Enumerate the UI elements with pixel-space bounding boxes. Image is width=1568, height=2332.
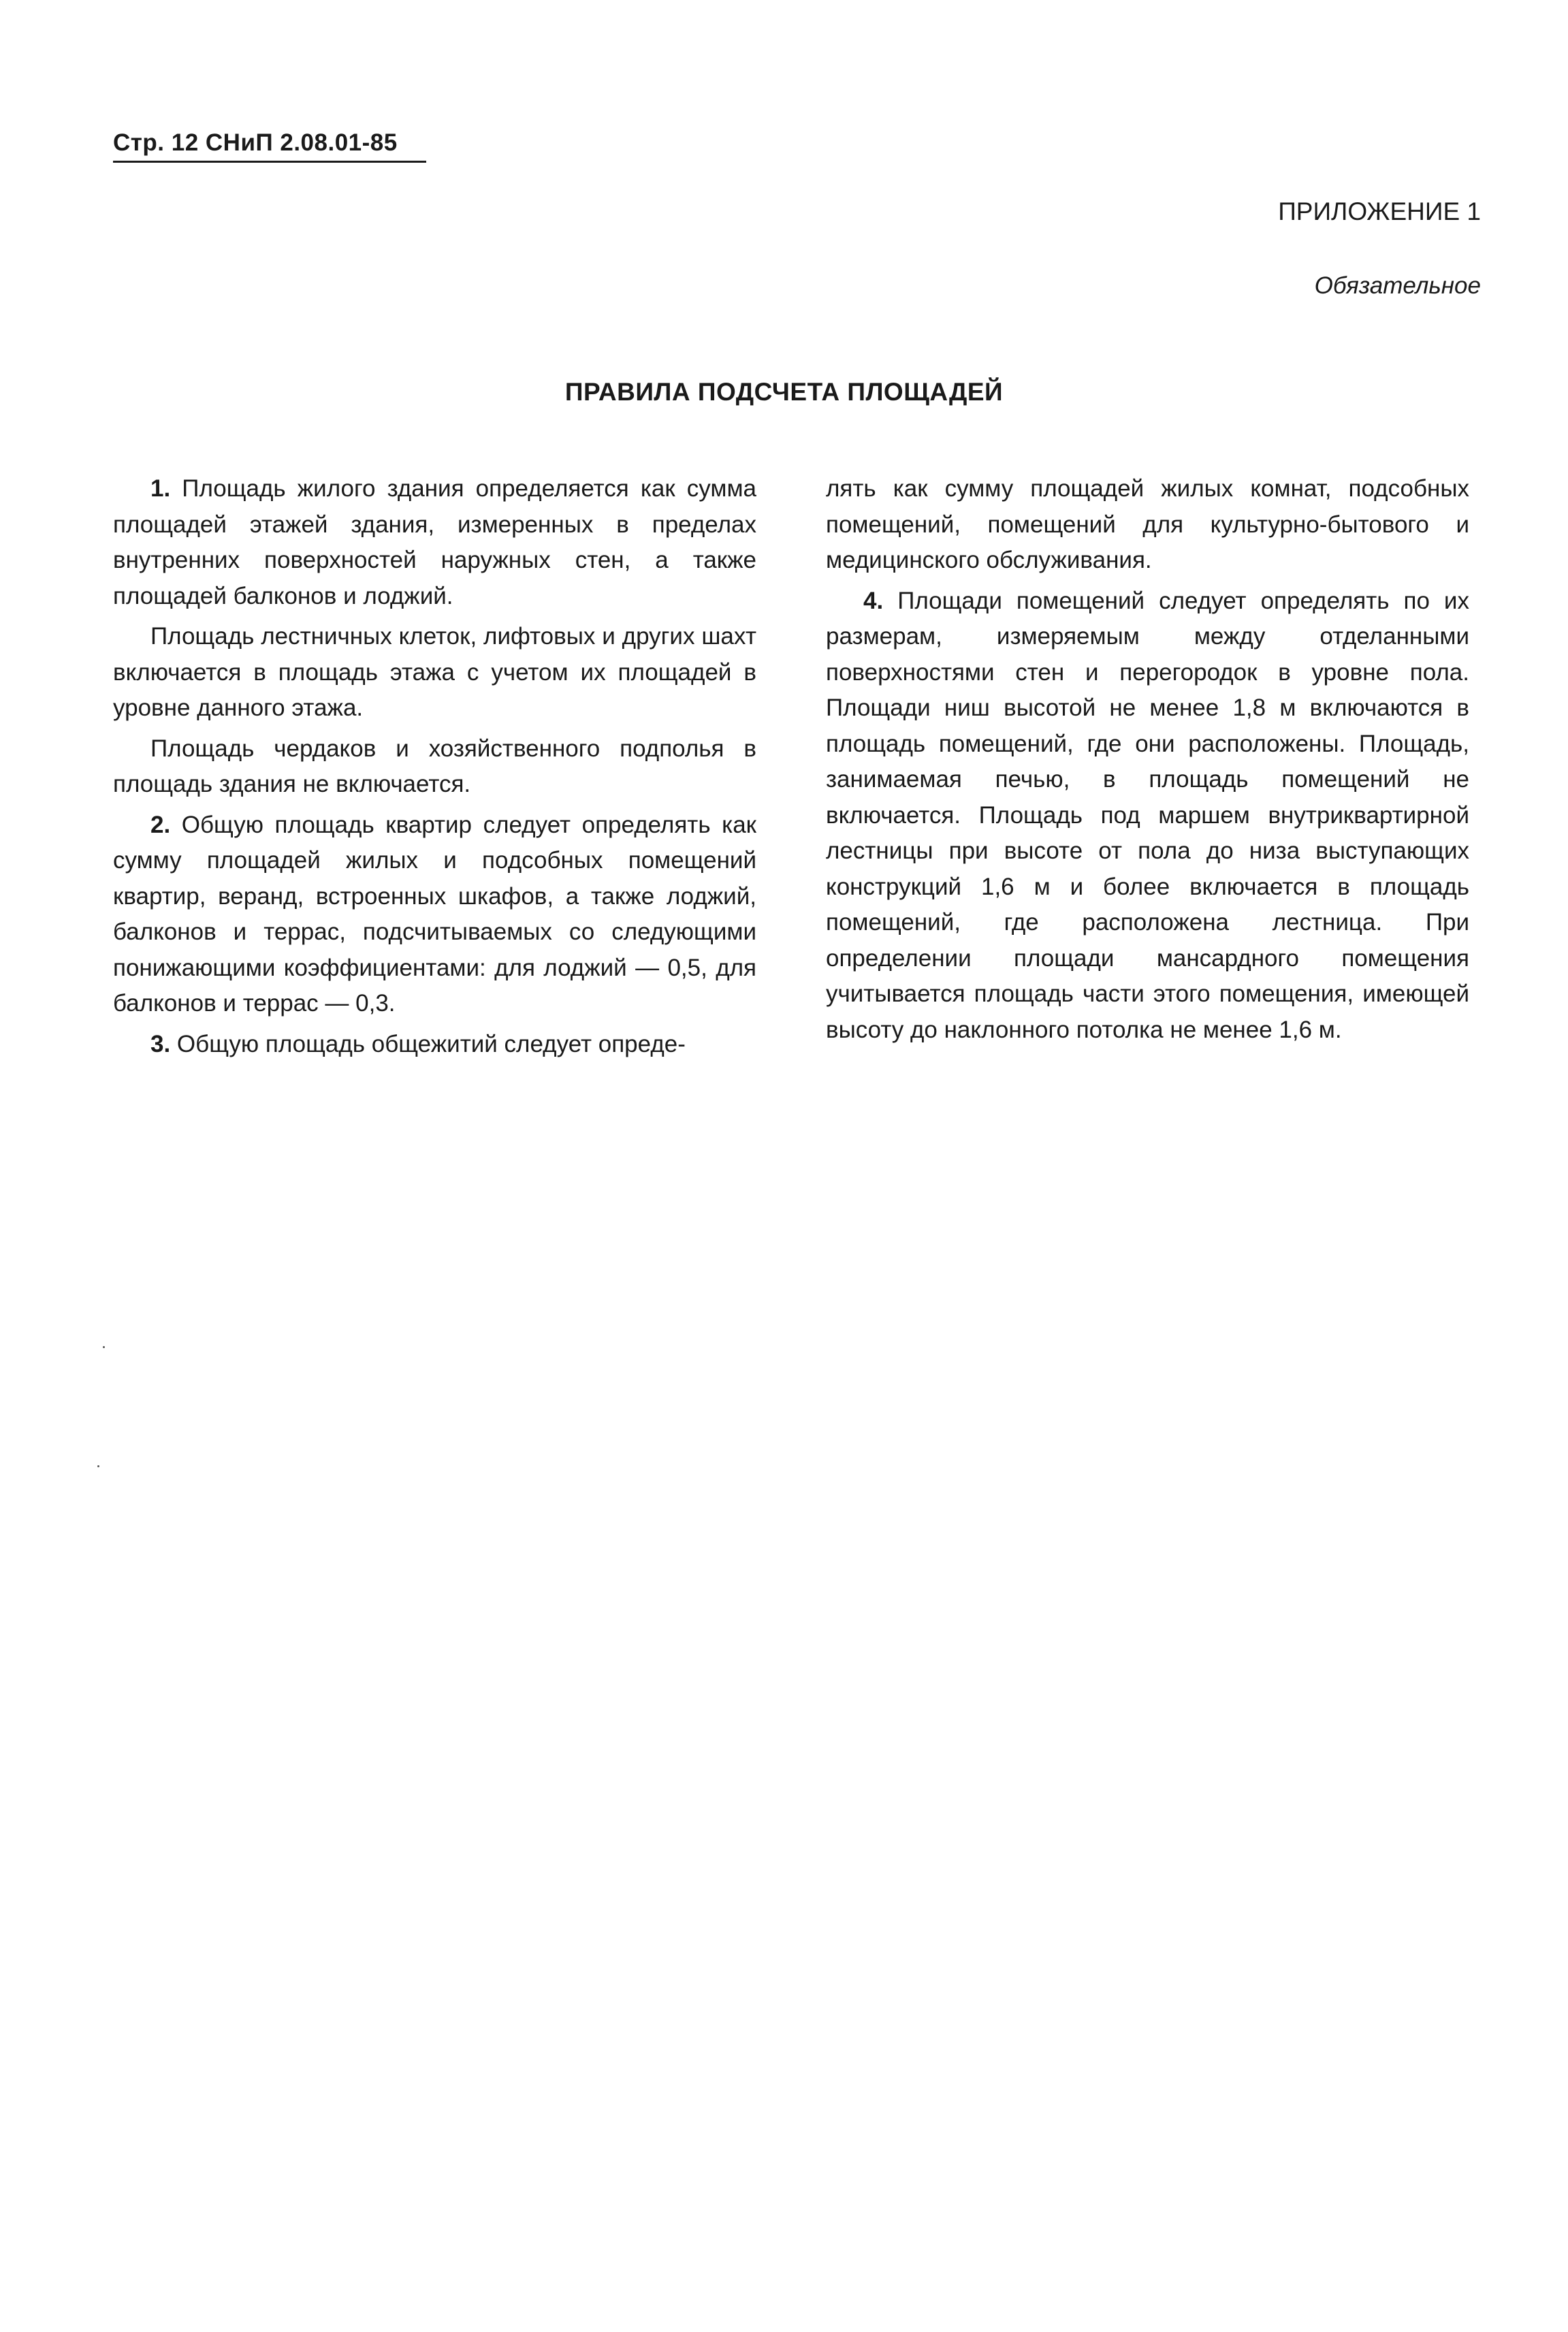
paragraph-1-stairs xyxy=(113,619,756,726)
page-header: Стр. 12 СНиП 2.08.01-85 xyxy=(113,129,426,163)
paragraph-text: лять как сумму площадей жилых комнат, подсобных помещений, помещений для культурно-бытового и медицинского обслуживания. xyxy=(826,475,1469,573)
left-column xyxy=(113,471,756,1067)
paragraph-1-attics xyxy=(113,731,756,803)
appendix-status: Обязательное xyxy=(1314,272,1481,299)
paragraph-3-continued xyxy=(826,471,1469,579)
paragraph-number: 1. xyxy=(150,475,171,502)
paragraph-text: Площадь жилого здания определяется как сумма площадей этажей здания, измеренных в пределах внутренних поверхностей наружных стен, а также площадей балконов и лоджий. xyxy=(113,475,756,609)
paragraph-text: Площади помещений следует определять по их размерам, измеряемым между отделанными поверхностями стен и перегородок в уровне пола. Площади ниш высотой не менее 1,8 м включаются в площадь помещений, где они расположены. Площадь, занимаемая печью, в площадь помещений не включается. Площадь под маршем внутриквартирной лестницы при высоте от пола до низа выступающих конструкций 1,6 м и более включается в площадь помещений, где расположена лестница. При определении площади мансардного помещения учитывается площадь части этого помещения, имеющей высоту до наклонного потолка не менее 1,6 м. xyxy=(826,587,1469,1043)
paragraph-number: 3. xyxy=(150,1030,171,1057)
document-title: ПРАВИЛА ПОДСЧЕТА ПЛОЩАДЕЙ xyxy=(564,378,1004,406)
paragraph-3 xyxy=(113,1027,756,1063)
right-column xyxy=(826,471,1469,1053)
paragraph-text: Общую площадь квартир следует определять как сумму площадей жилых и подсобных помещений квартир, веранд, встроенных шкафов, а также лоджий, балконов и террас, подсчитываемых со следующими понижающими коэффициентами: для лоджий — 0,5, для балконов и террас — 0,3. xyxy=(113,811,756,1017)
paragraph-4 xyxy=(826,584,1469,1049)
appendix-label: ПРИЛОЖЕНИЕ 1 xyxy=(1278,197,1481,225)
scan-speck xyxy=(103,1346,105,1348)
paragraph-2 xyxy=(113,808,756,1022)
scan-speck xyxy=(97,1465,99,1467)
paragraph-text: Общую площадь общежитий следует опреде- xyxy=(170,1030,686,1057)
paragraph-number: 4. xyxy=(863,587,884,614)
paragraph-number: 2. xyxy=(150,811,171,838)
paragraph-text: Площадь чердаков и хозяйственного подполья в площадь здания не включается. xyxy=(113,735,756,797)
paragraph-1 xyxy=(113,471,756,614)
paragraph-text: Площадь лестничных клеток, лифтовых и других шахт включается в площадь этажа с учетом их площадей в уровне данного этажа. xyxy=(113,623,756,721)
